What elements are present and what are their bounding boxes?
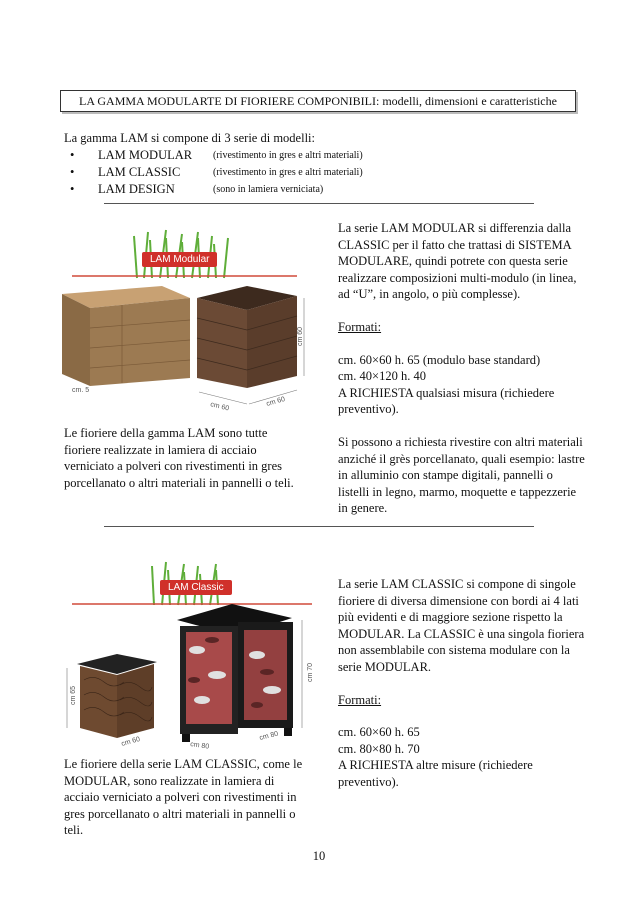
modular-description: La serie LAM MODULAR si differenzia dalla CLASSIC per il fatto che trattasi di SISTEMA MODULARE, quindi potrete con questa serie realizzare composizioni multi-modulo (in linea, ad “U”, in angolo, o più complesse). (338, 221, 577, 302)
dim-label: cm 60 (120, 735, 141, 748)
list-item (64, 148, 484, 165)
dim-label: cm 80 (189, 741, 210, 750)
list-item (64, 165, 484, 182)
list-item (64, 182, 484, 199)
custom-size-note: A RICHIESTA qualsiasi misura (richiedere preventivo). (338, 385, 555, 417)
dim-label: cm 80 (258, 730, 279, 742)
bullet-icon: • (70, 148, 75, 162)
divider (104, 526, 534, 527)
dim-label: cm 60 (209, 401, 230, 413)
dim-label: cm 70 (307, 662, 314, 682)
section-title: LA GAMMA MODULARTE DI FIORIERE COMPONIBILI: modelli, dimensioni e caratteristiche (60, 90, 576, 112)
intro-text: La gamma LAM si compone di 3 serie di modelli: (64, 131, 315, 145)
series-desc: (rivestimento in gres e altri materiali) (213, 167, 363, 178)
format-item: cm. 80×80 h. 70 (338, 741, 420, 756)
classic-caption: Le fioriere della serie LAM CLASSIC, come le MODULAR, sono realizzate in lamiera di acciaio verniciato a polveri con rivestimenti in gres porcellanato o altri materiali in pannelli o teli. (64, 757, 303, 838)
bullet-icon: • (70, 182, 75, 196)
classic-description: La serie LAM CLASSIC si compone di singole fioriere di diversa dimensione con bordi ai 4 lati più evidenti e di maggiore sezione rispetto la MODULAR. La CLASSIC è una singola fioriera non assemblabile con sistema modulare con la serie MODULAR. (338, 577, 585, 674)
series-desc: (sono in lamiera verniciata) (213, 184, 324, 195)
format-item: cm. 40×120 h. 40 (338, 369, 426, 384)
modular-image (62, 228, 312, 418)
modular-description-block (338, 220, 586, 517)
series-name: LAM DESIGN (98, 182, 175, 196)
dim-label: cm 65 (70, 685, 77, 705)
dim-label: cm 60 (265, 395, 286, 408)
formats-heading: Formati: (338, 319, 382, 334)
product-label: LAM Modular (142, 252, 217, 267)
formats-heading: Formati: (338, 692, 382, 707)
series-list (64, 148, 484, 199)
modular-caption: Le fioriere della gamma LAM sono tutte fioriere realizzate in lamiera di acciaio verniciato a polveri con rivestimenti in gres porcellanato o altri materiali in pannelli o teli. (64, 426, 294, 490)
dim-label: cm 60 (297, 326, 304, 346)
divider (104, 203, 534, 204)
series-name: LAM MODULAR (98, 148, 193, 162)
custom-size-note: A RICHIESTA altre misure (richiedere preventivo). (338, 758, 533, 789)
classic-image (62, 560, 327, 750)
format-item: cm. 60×60 h. 65 (338, 725, 420, 740)
format-item: cm. 60×60 h. 65 (modulo base standard) (338, 352, 541, 367)
series-name: LAM CLASSIC (98, 165, 181, 179)
product-label: LAM Classic (160, 580, 232, 595)
cladding-note: Si possono a richiesta rivestire con altri materiali anziché il grès porcellanato, quali esempio: lastre in alluminio con stampe digitali, pannelli o listelli in legno, marmo, moquette e tappezzerie in genere. (338, 434, 585, 516)
classic-description-block (338, 576, 586, 791)
bullet-icon: • (70, 165, 75, 179)
page-number: 10 (312, 849, 326, 863)
series-desc: (rivestimento in gres e altri materiali) (213, 150, 363, 161)
dim-label: cm. 5 (72, 387, 90, 394)
